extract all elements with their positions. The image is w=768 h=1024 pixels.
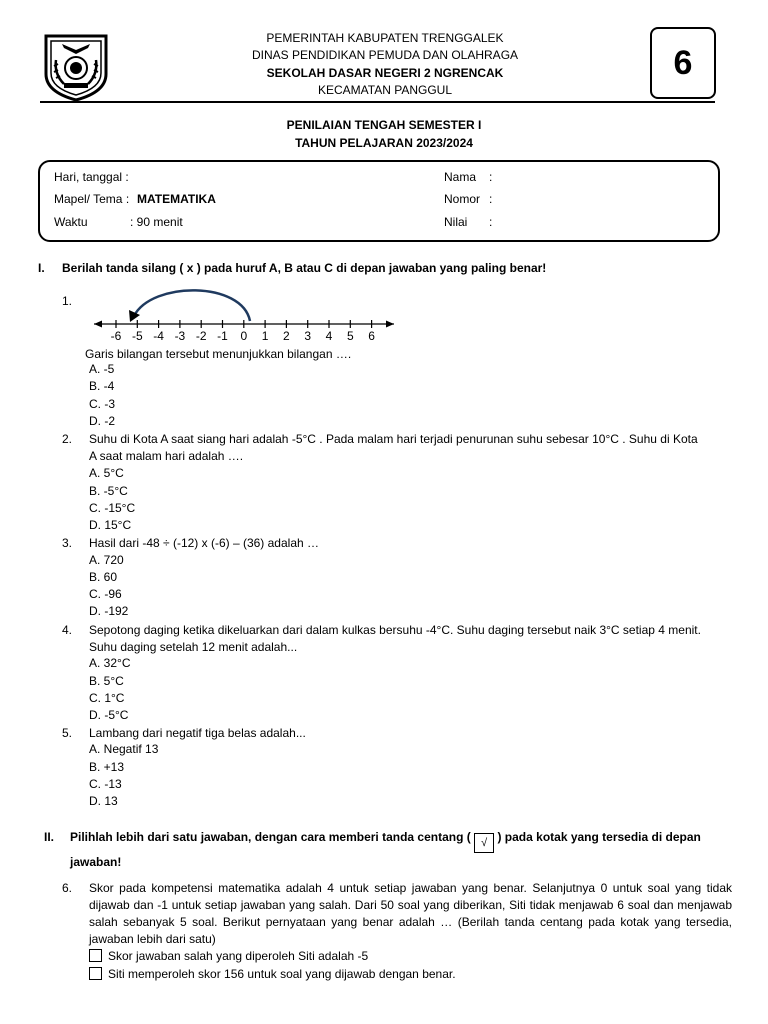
q2-option-a: A. 5°C	[89, 466, 124, 480]
q5-number: 5.	[62, 726, 73, 740]
q6-option-2	[89, 967, 456, 981]
section-2-instruction	[70, 828, 732, 872]
section-2-instruction-a: Pilihlah lebih dari satu jawaban, dengan cara memberi tanda centang (	[70, 830, 471, 844]
q1-option-d: D. -2	[89, 414, 116, 428]
q2-text-line2: A saat malam hari adalah ….	[89, 449, 244, 463]
waktu-label: Waktu	[54, 215, 88, 229]
q2-option-b: B. -5°C	[89, 484, 128, 498]
section-1-instruction: Berilah tanda silang ( x ) pada huruf A, B atau C di depan jawaban yang paling benar!	[62, 261, 547, 275]
q6-checkbox-2[interactable]	[89, 967, 102, 980]
grade-box: 6	[650, 27, 716, 99]
header-line-2: DINAS PENDIDIKAN PEMUDA DAN OLAHRAGA	[251, 48, 519, 62]
q3-option-c: C. -96	[89, 587, 122, 601]
section-1-number: I.	[38, 261, 45, 275]
q6-option-2-text: Siti memperoleh skor 156 untuk soal yang dijawab dengan benar.	[108, 967, 456, 981]
tick-label: -1	[217, 329, 228, 343]
q4-option-b: B. 5°C	[89, 674, 124, 688]
q6-number: 6.	[62, 881, 73, 895]
tick-label: -6	[110, 329, 122, 343]
section-2-instruction-c: jawaban!	[70, 855, 122, 869]
q1-option-c: C. -3	[89, 397, 116, 411]
q2-number: 2.	[62, 432, 73, 446]
q2-option-d: D. 15°C	[89, 518, 132, 532]
header-divider	[40, 101, 715, 103]
q3-number: 3.	[62, 536, 73, 550]
q6-text: Skor pada kompetensi matematika adalah 4 untuk setiap jawaban yang benar. Selanjutnya 0 untuk soal yang tidak dijawab dan -1 untuk setiap jawaban yang salah. Dari 50 soal yang diberikan, Siti tidak menjawab 6 soal dan menjawab salah sebanyak 5 soal. Berikut pernyataan yang benar adalah … (Berilah tanda centang pada kotak yang tersedia, jawaban lebih dari satu)	[89, 881, 732, 946]
q2-option-c: C. -15°C	[89, 501, 136, 515]
jump-arc	[134, 290, 250, 321]
q1-number: 1.	[62, 294, 73, 308]
tick-example-box: √	[474, 833, 494, 853]
header-line-4: KECAMATAN PANGGUL	[317, 83, 453, 97]
q6-checkbox-1[interactable]	[89, 949, 102, 962]
tick-label: -3	[174, 329, 186, 343]
q1-text: Garis bilangan tersebut menunjukkan bilangan ….	[85, 347, 352, 361]
q5-option-b: B. +13	[89, 760, 125, 774]
q3-option-d: D. -192	[89, 604, 129, 618]
q1-option-a: A. -5	[89, 362, 115, 376]
school-logo	[40, 30, 110, 100]
q3-text: Hasil dari -48 ÷ (-12) x (-6) – (36) adalah …	[89, 536, 319, 550]
section-2-number: II.	[44, 830, 55, 844]
q3-option-b: B. 60	[89, 570, 118, 584]
left-arrow	[94, 321, 102, 328]
nilai-label: Nilai	[444, 215, 468, 229]
tick-label: 6	[368, 329, 375, 343]
nomor-label: Nomor	[444, 192, 481, 206]
tick-label: 0	[240, 329, 248, 343]
q3-option-a: A. 720	[89, 553, 124, 567]
mapel-label: Mapel/ Tema :	[54, 192, 130, 206]
q5-option-a: A. Negatif 13	[89, 742, 159, 756]
q4-text-line2: Suhu daging setelah 12 menit adalah...	[89, 640, 298, 654]
q5-text: Lambang dari negatif tiga belas adalah...	[89, 726, 306, 740]
section-2-instruction-b: ) pada kotak yang tersedia di depan	[497, 830, 701, 844]
arc-arrowhead	[129, 310, 140, 322]
nomor-colon: :	[489, 192, 493, 206]
exam-title: PENILAIAN TENGAH SEMESTER I	[286, 118, 482, 132]
q1-option-b: B. -4	[89, 379, 115, 393]
tick-label: -4	[153, 329, 164, 343]
tick-label: 1	[261, 329, 269, 343]
q4-option-a: A. 32°C	[89, 656, 131, 670]
tick-label: 4	[325, 329, 333, 343]
number-line	[92, 286, 402, 348]
q4-option-c: C. 1°C	[89, 691, 125, 705]
header-line-1: PEMERINTAH KABUPATEN TRENGGALEK	[266, 31, 504, 45]
nilai-colon: :	[489, 215, 493, 229]
nama-colon: :	[489, 170, 493, 184]
tick-label: -5	[131, 329, 143, 343]
exam-year: TAHUN PELAJARAN 2023/2024	[295, 136, 473, 150]
q5-option-d: D. 13	[89, 794, 118, 808]
q4-text-line1: Sepotong daging ketika dikeluarkan dari dalam kulkas bersuhu -4°C. Suhu daging tersebut naik 3°C setiap 4 menit.	[89, 623, 701, 637]
q6-option-1	[89, 949, 368, 963]
tick-label: 5	[346, 329, 354, 343]
tick-label: -2	[195, 329, 207, 343]
q4-option-d: D. -5°C	[89, 708, 129, 722]
q4-number: 4.	[62, 623, 73, 637]
q6-option-1-text: Skor jawaban salah yang diperoleh Siti adalah -5	[108, 949, 369, 963]
nama-label: Nama	[444, 170, 477, 184]
hari-label: Hari, tanggal :	[54, 170, 129, 184]
waktu-value: : 90 menit	[130, 215, 183, 229]
q5-option-c: C. -13	[89, 777, 122, 791]
tick-label: 2	[283, 329, 290, 343]
school-name: SEKOLAH DASAR NEGERI 2 NGRENCAK	[266, 66, 504, 80]
right-arrow	[386, 321, 394, 328]
q2-text-line1: Suhu di Kota A saat siang hari adalah -5°C . Pada malam hari terjadi penurunan suhu sebesar 10°C . Suhu di Kota	[89, 432, 698, 446]
tick-label: 3	[304, 329, 312, 343]
mapel-value: MATEMATIKA	[137, 192, 216, 206]
